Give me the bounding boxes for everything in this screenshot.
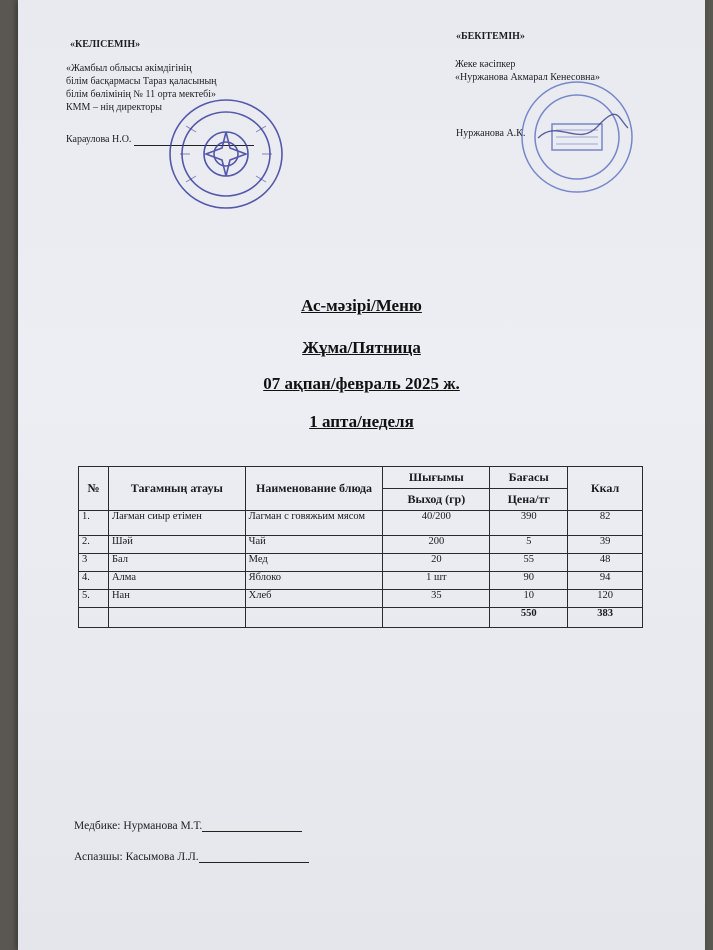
col-name-kz: Тағамның атауы [108,467,245,511]
total-row [79,608,643,628]
org-line: КММ – нің директоры [66,102,162,113]
col-output-kz: Шығымы [383,467,490,489]
entrepreneur-line: «Нуржанова Акмарал Кенесовна» [455,72,600,83]
row-kcal: 120 [568,590,643,608]
row-price: 390 [490,511,568,536]
org-line: «Жамбыл облысы әкімдігінің [66,63,192,74]
row-name-ru: Хлеб [245,590,383,608]
row-output: 200 [383,536,490,554]
signature-line [199,862,309,863]
row-name-ru: Чай [245,536,383,554]
document-page [18,0,705,950]
row-price: 5 [490,536,568,554]
row-kcal: 39 [568,536,643,554]
row-name-ru: Лагман с говяжьим мясом [245,511,383,536]
col-price-ru: Цена/тг [490,489,568,511]
row-name-ru: Яблоко [245,572,383,590]
agree-heading: «КЕЛІСЕМІН» [70,39,141,50]
approve-heading: «БЕКІТЕМІН» [456,31,525,42]
row-kcal: 94 [568,572,643,590]
table-row [79,511,643,536]
col-name-ru: Наименование блюда [245,467,383,511]
row-name-ru: Мед [245,554,383,572]
col-num: № [79,467,109,511]
row-output: 35 [383,590,490,608]
col-price-kz: Бағасы [490,467,568,489]
row-kcal: 82 [568,511,643,536]
row-price: 90 [490,572,568,590]
table-row [79,554,643,572]
row-num: 1. [79,511,109,536]
cook-name: Аспазшы: Касымова Л.Л. [74,851,199,863]
date-title: 07 ақпан/февраль 2025 ж. [263,374,460,393]
school-seal-icon [166,96,286,212]
row-num: 4. [79,572,109,590]
row-name-kz: Шәй [108,536,245,554]
col-kcal: Ккал [568,467,643,511]
right-signer: Нуржанова А.К. [456,128,526,139]
row-output: 1 шт [383,572,490,590]
day-title: Жұма/Пятница [302,338,421,357]
row-kcal: 48 [568,554,643,572]
org-line: білім бөлімінің № 11 орта мектебі» [66,89,217,100]
entrepreneur-seal-icon [518,78,636,196]
row-num: 3 [79,554,109,572]
total-price: 550 [490,608,568,628]
nurse-name: Медбике: Нурманова М.Т. [74,820,203,832]
row-output: 20 [383,554,490,572]
row-num: 2. [79,536,109,554]
row-output: 40/200 [383,511,490,536]
signature-line [202,831,302,832]
menu-table [78,466,643,628]
row-name-kz: Лағман сиыр етімен [108,511,245,536]
row-num: 5. [79,590,109,608]
cook-signature [74,851,309,863]
entrepreneur-line: Жеке кәсіпкер [455,59,516,70]
menu-title: Ас-мәзірі/Меню [301,296,422,315]
table-row [79,590,643,608]
row-name-kz: Бал [108,554,245,572]
row-name-kz: Алма [108,572,245,590]
table-row [79,536,643,554]
row-price: 55 [490,554,568,572]
nurse-signature [74,820,302,832]
week-title: 1 апта/неделя [309,412,414,431]
row-name-kz: Нан [108,590,245,608]
table-row [79,572,643,590]
total-kcal: 383 [568,608,643,628]
org-line: білім басқармасы Тараз қаласының [66,76,217,87]
col-output-ru: Выход (гр) [383,489,490,511]
left-signer-name: Караулова Н.О. [66,134,132,145]
row-price: 10 [490,590,568,608]
